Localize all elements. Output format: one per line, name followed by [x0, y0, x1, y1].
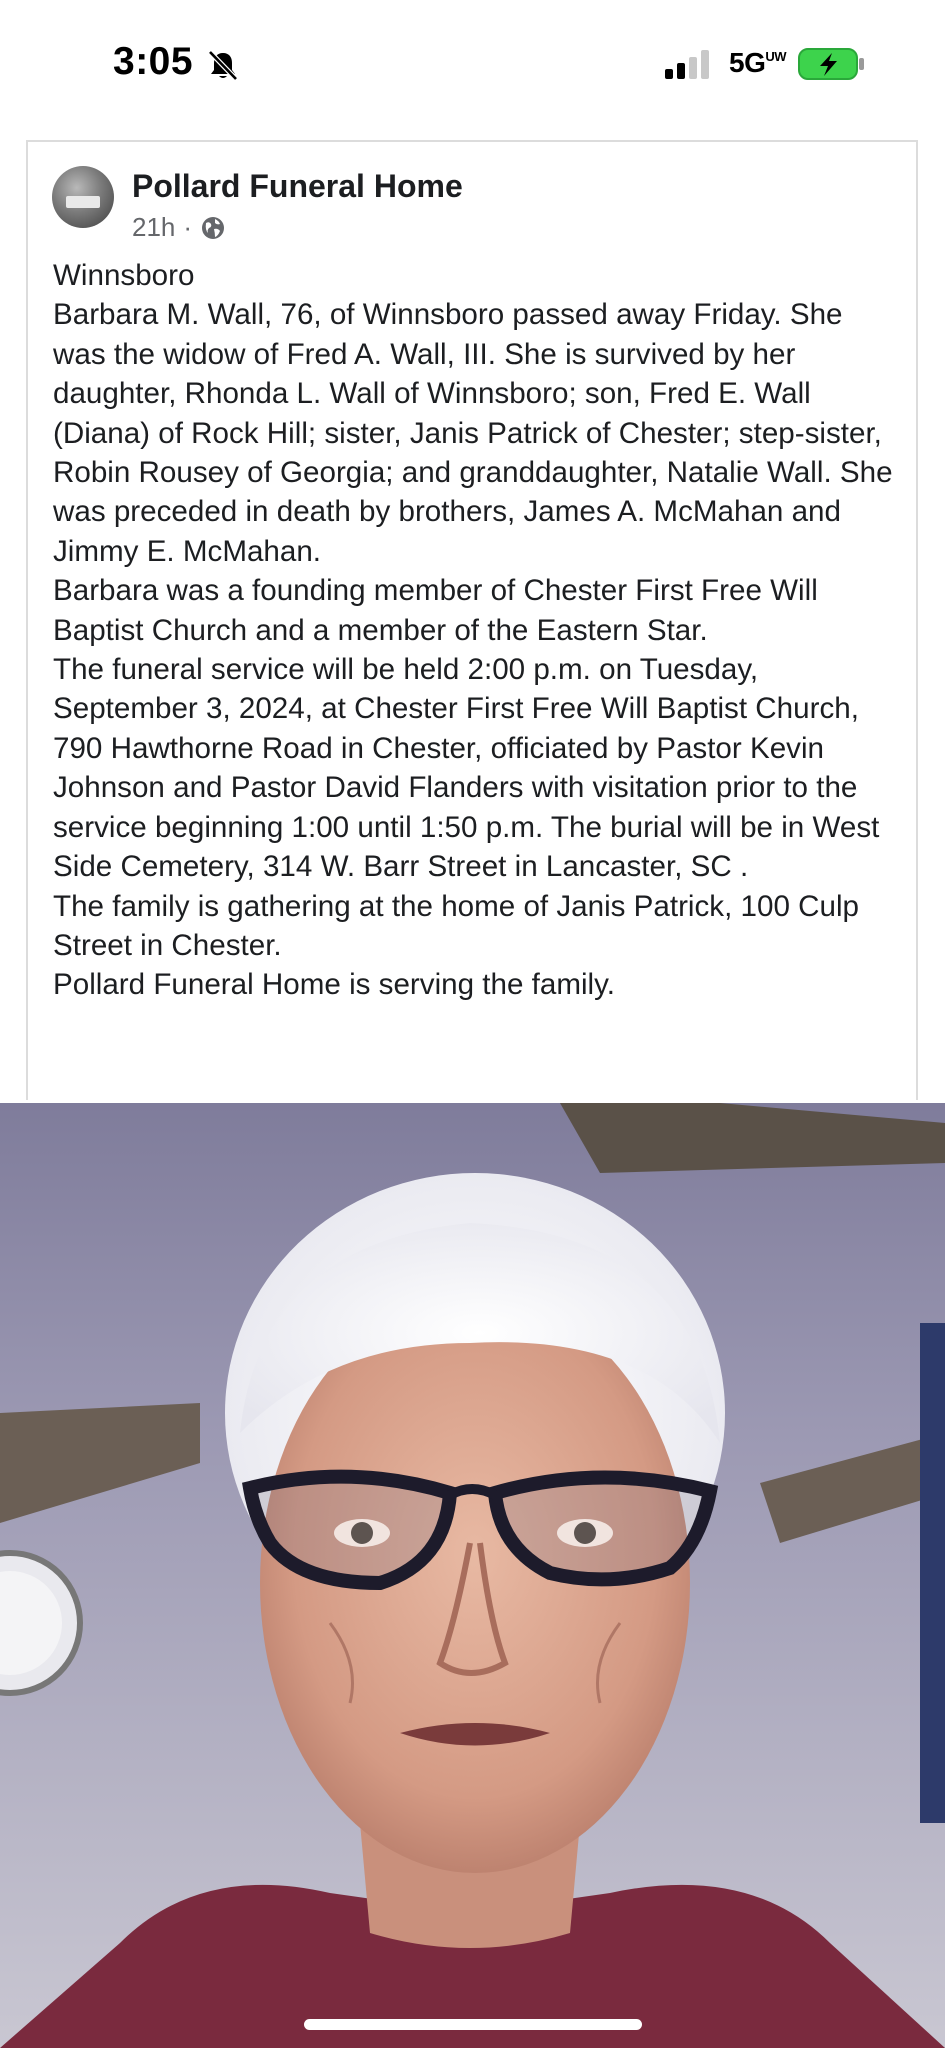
bell-muted-icon [206, 48, 240, 82]
signal-icon [665, 49, 715, 79]
status-bar [0, 0, 945, 130]
meta-separator: · [183, 212, 193, 242]
globe-icon[interactable] [200, 215, 226, 241]
portrait-photo[interactable] [0, 1103, 945, 2048]
network-label: $5G^{UW}$ [729, 47, 787, 78]
battery-charging-icon [797, 46, 867, 82]
page-avatar[interactable] [52, 166, 114, 228]
post-paragraph: Pollard Funeral Home is serving the family. [53, 968, 615, 1002]
post-timestamp[interactable]: 21h [132, 212, 176, 242]
post-paragraph: Winnsboro [53, 259, 195, 292]
post-paragraph: The family is gathering at the home of Janis Patrick, 100 Culp Street in Chester. [53, 889, 868, 962]
post-paragraph: The funeral service will be held 2:00 p.m. on Tuesday, September 3, 2024, at Chester First Free Will Baptist Church, 790 Hawthorne Road in Chester, officiated by Pastor Kevin Johnson and Pastor David Flanders with visitation prior to the service beginning 1:00 until 1:50 p.m. The burial will be in West Side Cemetery, 314 W. Barr Street in Lancaster, SC . [53, 653, 888, 884]
post-paragraph: Barbara M. Wall, 76, of Winnsboro passed away Friday. She was the widow of Fred A. Wall, III. She is survived by her daughter, Rhonda L. Wall of Winnsboro; son, Fred E. Wall (Diana) of Rock Hill; sister, Janis Patrick of Chester; step-sister, Robin Rousey of Georgia; and granddaughter, Natalie Wall. She was preceded in death by brothers, James A. McMahan and Jimmy E. McMahan. [53, 298, 901, 568]
home-indicator[interactable] [304, 2019, 642, 2030]
status-time: 3:05 [113, 40, 194, 83]
post-meta [132, 212, 226, 243]
post-text [53, 256, 903, 1005]
post-paragraph: Barbara was a founding member of Chester First Free Will Baptist Church and a member of the Eastern Star. [53, 574, 827, 647]
page-name[interactable]: Pollard Funeral Home [132, 168, 463, 204]
